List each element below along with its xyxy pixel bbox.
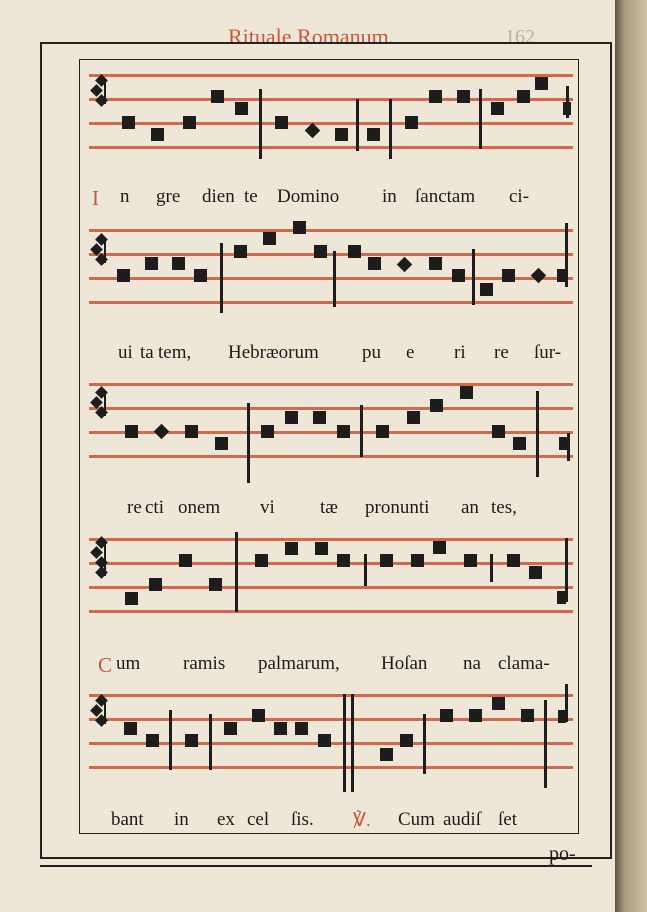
- square-note-icon: [492, 697, 505, 710]
- bar-line: [360, 405, 363, 457]
- bar-line: [220, 243, 223, 313]
- music-staff-3: [89, 383, 573, 463]
- bar-line: [259, 89, 262, 159]
- square-note-icon: [172, 257, 185, 270]
- square-note-icon: [194, 269, 207, 282]
- square-note-icon: [405, 116, 418, 129]
- square-note-icon: [335, 128, 348, 141]
- square-note-icon: [521, 709, 534, 722]
- versicle-symbol: ℣.: [353, 810, 371, 831]
- music-staff-4: [89, 538, 573, 618]
- square-note-icon: [185, 734, 198, 747]
- bar-line: [479, 89, 482, 149]
- square-note-icon: [480, 283, 493, 296]
- square-note-icon: [337, 554, 350, 567]
- square-note-icon: [559, 437, 568, 450]
- staff-line: [89, 98, 573, 101]
- square-note-icon: [209, 578, 222, 591]
- running-title: Rituale Romanum.: [228, 24, 395, 49]
- lyric-line-1: I n gre dien te Domino in ſanctam ci-: [92, 186, 530, 210]
- square-note-icon: [185, 425, 198, 438]
- bar-line: [389, 99, 392, 159]
- square-note-icon: [407, 411, 420, 424]
- bar-line: [333, 251, 336, 307]
- square-note-icon: [535, 77, 548, 90]
- square-note-icon: [411, 554, 424, 567]
- music-staff-1: [89, 74, 573, 154]
- square-note-icon: [146, 734, 159, 747]
- page-number: 162: [505, 26, 535, 48]
- bar-line: [235, 532, 238, 612]
- square-note-icon: [117, 269, 130, 282]
- square-note-icon: [400, 734, 413, 747]
- square-note-icon: [151, 128, 164, 141]
- bar-line: [351, 694, 354, 792]
- music-staff-2: [89, 229, 573, 309]
- staff-line: [89, 146, 573, 149]
- rubric-initial: I: [92, 186, 99, 210]
- staff-line: [89, 122, 573, 125]
- square-note-icon: [464, 554, 477, 567]
- square-note-icon: [460, 386, 473, 399]
- square-note-icon: [149, 578, 162, 591]
- bar-line: [536, 391, 539, 477]
- square-note-icon: [557, 269, 566, 282]
- square-note-icon: [440, 709, 453, 722]
- staff-line: [89, 383, 573, 386]
- rhombus-note-icon: [531, 268, 547, 284]
- book-gutter-edge: [615, 0, 647, 912]
- staff-line: [89, 407, 573, 410]
- square-note-icon: [315, 542, 328, 555]
- square-note-icon: [295, 722, 308, 735]
- square-note-icon: [380, 554, 393, 567]
- square-note-icon: [507, 554, 520, 567]
- square-note-icon: [285, 411, 298, 424]
- square-note-icon: [517, 90, 530, 103]
- bar-line: [169, 710, 172, 770]
- staff-line: [89, 229, 573, 232]
- square-note-icon: [293, 221, 306, 234]
- book-page: 162 Rituale Romanum. I n gre dien te Domino in ſanctam ci- ui ta tem, Hebræorum pu e ri re ſur- re cti onem vi tæ pronunti an tes, C um ramis palmarum, Hoſan na clama- bant in ex cel ſis. ℣. Cum audiſ ſet po-: [0, 0, 647, 912]
- square-note-icon: [234, 245, 247, 258]
- staff-line: [89, 742, 573, 745]
- square-note-icon: [124, 722, 137, 735]
- square-note-icon: [145, 257, 158, 270]
- staff-line: [89, 253, 573, 256]
- square-note-icon: [235, 102, 248, 115]
- bar-line: [343, 694, 346, 792]
- catchword: po-: [549, 843, 576, 865]
- square-note-icon: [469, 709, 482, 722]
- square-note-icon: [318, 734, 331, 747]
- music-staff-5: [89, 694, 573, 774]
- square-note-icon: [380, 748, 393, 761]
- bar-line: [423, 714, 426, 774]
- square-note-icon: [513, 437, 526, 450]
- square-note-icon: [433, 541, 446, 554]
- square-note-icon: [211, 90, 224, 103]
- square-note-icon: [255, 554, 268, 567]
- square-note-icon: [529, 566, 542, 579]
- rhombus-note-icon: [305, 123, 321, 139]
- bottom-rule: [40, 865, 592, 867]
- square-note-icon: [179, 554, 192, 567]
- lyric-line-4: C um ramis palmarum, Hoſan na clama-: [98, 653, 550, 677]
- square-note-icon: [261, 425, 274, 438]
- staff-line: [89, 610, 573, 613]
- square-note-icon: [275, 116, 288, 129]
- square-note-icon: [348, 245, 361, 258]
- square-note-icon: [285, 542, 298, 555]
- square-note-icon: [252, 709, 265, 722]
- square-note-icon: [430, 399, 443, 412]
- square-note-icon: [558, 710, 566, 723]
- square-note-icon: [125, 425, 138, 438]
- square-note-icon: [337, 425, 350, 438]
- staff-line: [89, 562, 573, 565]
- square-note-icon: [563, 102, 571, 115]
- square-note-icon: [263, 232, 276, 245]
- square-note-icon: [376, 425, 389, 438]
- square-note-icon: [492, 425, 505, 438]
- square-note-icon: [491, 102, 504, 115]
- bar-line: [472, 249, 475, 305]
- staff-line: [89, 766, 573, 769]
- staff-line: [89, 301, 573, 304]
- square-note-icon: [313, 411, 326, 424]
- staff-line: [89, 74, 573, 77]
- square-note-icon: [274, 722, 287, 735]
- square-note-icon: [125, 592, 138, 605]
- rhombus-note-icon: [397, 257, 413, 273]
- square-note-icon: [502, 269, 515, 282]
- square-note-icon: [224, 722, 237, 735]
- bar-line: [490, 554, 493, 582]
- rhombus-note-icon: [154, 424, 170, 440]
- staff-line: [89, 718, 573, 721]
- square-note-icon: [183, 116, 196, 129]
- square-note-icon: [314, 245, 327, 258]
- square-note-icon: [367, 128, 380, 141]
- square-note-icon: [457, 90, 470, 103]
- square-note-icon: [452, 269, 465, 282]
- rubric-initial: C: [98, 653, 113, 677]
- bar-line: [247, 403, 250, 483]
- bar-line: [209, 714, 212, 770]
- square-note-icon: [215, 437, 228, 450]
- bar-line: [544, 700, 547, 788]
- square-note-icon: [429, 257, 442, 270]
- staff-line: [89, 455, 573, 458]
- square-note-icon: [368, 257, 381, 270]
- square-note-icon: [122, 116, 135, 129]
- square-note-icon: [429, 90, 442, 103]
- bar-line: [356, 99, 359, 151]
- staff-line: [89, 538, 573, 541]
- square-note-icon: [557, 591, 566, 604]
- staff-line: [89, 277, 573, 280]
- bar-line: [364, 554, 367, 586]
